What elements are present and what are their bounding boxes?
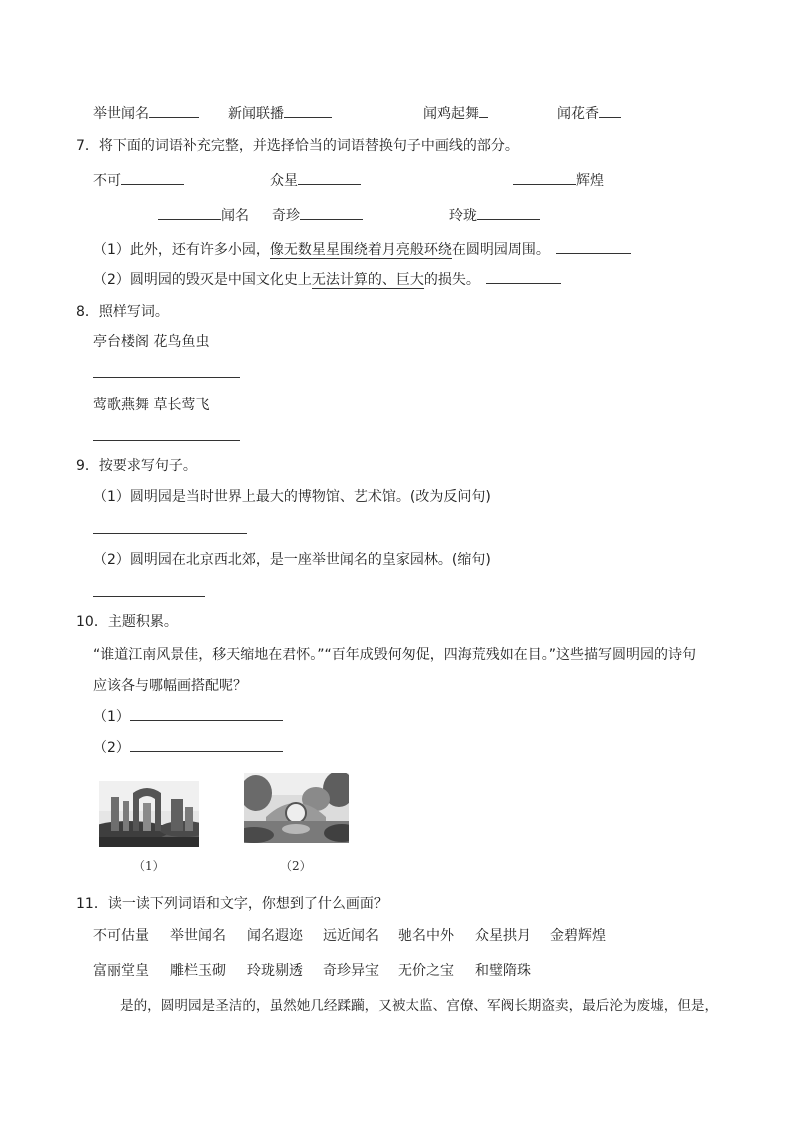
q10-label-1: （1） <box>93 709 130 725</box>
top-row <box>93 103 199 124</box>
q7-s2-underlined: 无法计算的、巨大 <box>311 272 424 288</box>
q11-word: 不可估量 <box>93 928 149 944</box>
answer-blank[interactable] <box>300 205 363 220</box>
q10-paragraph-1: “谁道江南风景佳，移天缩地在君怀。”“百年成毁何匆促，四海荒残如在目。”这些描写圆明园的诗句 <box>93 647 697 663</box>
q11-heading: 11．读一读下列词语和文字，你想到了什么画面？ <box>76 896 388 912</box>
photo-caption-2: （2） <box>280 859 312 873</box>
q7-s2-pre: （2）圆明园的毁灭是中国文化史上 <box>93 272 312 288</box>
q11-paragraph: 是的，圆明园是圣洁的，虽然她几经蹂躏，又被太监、宫僚、军阀长期盗卖，最后沦为废墟，但是， <box>120 998 719 1014</box>
q7-s2-post: 的损失。 <box>423 272 480 288</box>
answer-blank[interactable] <box>513 170 576 185</box>
q7-word: 众星 <box>270 173 298 189</box>
answer-blank[interactable] <box>130 706 283 721</box>
q7-item-4 <box>158 205 249 226</box>
q7-sentence-2 <box>93 269 561 290</box>
top-row-item-2 <box>228 103 332 124</box>
bridge-photo <box>244 773 349 843</box>
answer-line[interactable] <box>93 596 205 597</box>
answer-line[interactable] <box>93 440 240 441</box>
q11-word: 无价之宝 <box>398 963 454 979</box>
q7-item-6 <box>449 205 540 226</box>
q11-word: 和璧隋珠 <box>475 963 531 979</box>
answer-line[interactable] <box>93 533 247 534</box>
q11-word: 举世闻名 <box>170 928 226 944</box>
q10-label-2: （2） <box>93 740 130 756</box>
q11-word: 富丽堂皇 <box>93 963 149 979</box>
answer-blank[interactable] <box>486 269 561 284</box>
word-3: 闻鸡起舞 <box>423 106 479 122</box>
q8-example-1: 亭台楼阁 花鸟鱼虫 <box>93 334 210 350</box>
q8-heading: 8．照样写词。 <box>76 304 169 320</box>
answer-blank[interactable] <box>298 170 361 185</box>
q7-word: 玲珑 <box>449 208 477 224</box>
q11-word: 奇珍异宝 <box>323 963 379 979</box>
q9-sentence-2: （2）圆明园在北京西北郊，是一座举世闻名的皇家园林。(缩句) <box>93 552 491 568</box>
answer-blank[interactable] <box>130 737 283 752</box>
q7-word: 不可 <box>93 173 121 189</box>
q7-item-5 <box>272 205 363 226</box>
q7-item-3 <box>513 170 604 191</box>
q11-word: 玲珑剔透 <box>247 963 303 979</box>
answer-blank[interactable] <box>477 205 540 220</box>
top-row-item-3 <box>423 103 488 124</box>
answer-blank[interactable] <box>121 170 184 185</box>
q8-example-2: 莺歌燕舞 草长莺飞 <box>93 397 210 413</box>
ruins-photo <box>99 781 199 847</box>
q7-word: 闻名 <box>221 208 249 224</box>
q11-word: 远近闻名 <box>323 928 379 944</box>
q7-s1-pre: （1）此外，还有许多小园， <box>93 242 270 258</box>
answer-blank[interactable] <box>479 103 488 118</box>
answer-line[interactable] <box>93 377 240 378</box>
q9-heading: 9．按要求写句子。 <box>76 458 197 474</box>
q7-word: 奇珍 <box>272 208 300 224</box>
answer-blank[interactable] <box>284 103 332 118</box>
word-4: 闻花香 <box>557 106 599 122</box>
answer-blank[interactable] <box>599 103 621 118</box>
word-2: 新闻联播 <box>228 106 284 122</box>
q11-word: 众星拱月 <box>475 928 531 944</box>
q7-s1-post: 在圆明园周围。 <box>451 242 550 258</box>
word-1: 举世闻名 <box>93 106 149 122</box>
q7-item-1 <box>93 170 184 191</box>
q11-word: 雕栏玉砌 <box>170 963 226 979</box>
answer-blank[interactable] <box>556 239 631 254</box>
q11-word: 金碧辉煌 <box>550 928 606 944</box>
q10-answer-1 <box>93 706 283 727</box>
q11-word: 驰名中外 <box>398 928 454 944</box>
q7-sentence-1 <box>93 239 631 260</box>
answer-blank[interactable] <box>158 205 221 220</box>
q10-paragraph-2: 应该各与哪幅画搭配呢？ <box>93 678 247 694</box>
q7-heading: 7．将下面的词语补充完整，并选择恰当的词语替换句子中画线的部分。 <box>76 138 519 154</box>
q7-s1-underlined: 像无数星星围绕着月亮般环绕 <box>269 242 452 258</box>
photo-caption-1: （1） <box>133 859 165 873</box>
q11-word: 闻名遐迩 <box>247 928 303 944</box>
q10-answer-2 <box>93 737 283 758</box>
top-row-item-4 <box>557 103 621 124</box>
q7-item-2 <box>270 170 361 191</box>
q10-heading: 10．主题积累。 <box>76 614 178 630</box>
q9-sentence-1: （1）圆明园是当时世界上最大的博物馆、艺术馆。(改为反问句) <box>93 489 491 505</box>
q7-word: 辉煌 <box>576 173 604 189</box>
answer-blank[interactable] <box>149 103 199 118</box>
